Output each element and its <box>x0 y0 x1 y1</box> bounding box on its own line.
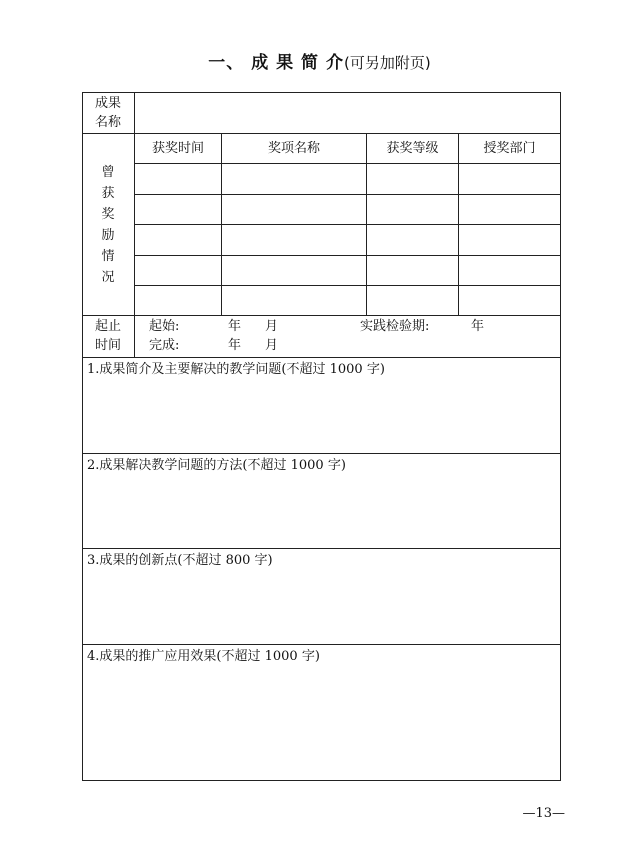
divider-period-end <box>82 357 561 358</box>
practice-year-unit: 年 <box>471 319 485 334</box>
divider-award-header <box>134 163 561 164</box>
practice-label: 实践检验期: <box>360 319 430 334</box>
divider-name-row <box>82 133 561 134</box>
table-border-left <box>82 92 83 781</box>
title-sub: (可另加附页) <box>343 54 431 72</box>
section-summary-heading: 1.成果简介及主要解决的教学问题(不超过 1000 字) <box>87 362 385 377</box>
divider-award-row3 <box>134 255 561 256</box>
table-border-bottom <box>82 780 561 781</box>
divider-section-3 <box>82 644 561 645</box>
end-label: 完成: <box>149 338 180 353</box>
end-month-unit: 月 <box>265 338 279 353</box>
award-header-dept: 授奖部门 <box>483 141 536 156</box>
section-application-heading: 4.成果的推广应用效果(不超过 1000 字) <box>87 649 320 664</box>
section-methods-heading: 2.成果解决教学问题的方法(不超过 1000 字) <box>87 458 346 473</box>
awards-side-label: 曾 获 奖 励 情 况 <box>101 165 115 285</box>
period-label: 起止 时间 <box>94 319 121 353</box>
page-title <box>0 48 639 73</box>
title-main: 一、 成 果 简 介 <box>208 53 344 73</box>
end-year-unit: 年 <box>228 338 242 353</box>
start-year-unit: 年 <box>228 319 242 334</box>
award-col-divider-1 <box>221 133 222 315</box>
form-sheet <box>82 92 561 781</box>
divider-section-2 <box>82 548 561 549</box>
divider-award-row4 <box>134 285 561 286</box>
name-label: 成果 名称 <box>94 96 121 130</box>
start-label: 起始: <box>149 319 180 334</box>
divider-section-1 <box>82 453 561 454</box>
award-col-divider-3 <box>458 133 459 315</box>
divider-awards-end <box>82 315 561 316</box>
award-header-name: 奖项名称 <box>267 141 320 156</box>
start-month-unit: 月 <box>265 319 279 334</box>
table-border-right <box>560 92 561 781</box>
award-col-divider-2 <box>366 133 367 315</box>
page-number: —13— <box>522 806 565 821</box>
award-header-time: 获奖时间 <box>151 141 204 156</box>
divider-award-row1 <box>134 194 561 195</box>
award-header-level: 获奖等级 <box>386 141 439 156</box>
section-innovation-heading: 3.成果的创新点(不超过 800 字) <box>87 553 273 568</box>
table-border-top <box>82 92 561 93</box>
divider-award-row2 <box>134 224 561 225</box>
